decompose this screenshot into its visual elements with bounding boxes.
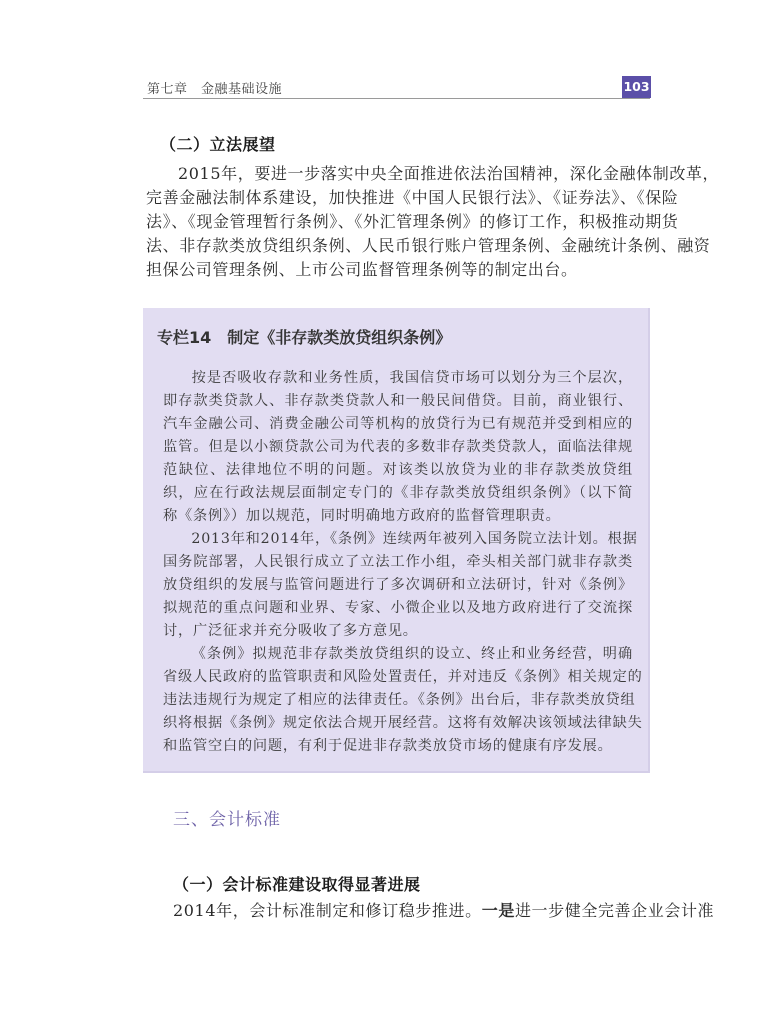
paragraph-line: 2015年，要进一步落实中央全面推进依法治国精神，深化金融体制改革， xyxy=(178,164,720,183)
sidebar-line: 汽车金融公司、消费金融公司等机构的放贷行为已有规范并受到相应的 xyxy=(163,416,633,432)
sidebar-line: 违法违规行为规定了相应的法律责任。《条例》出台后，非存款类放贷组 xyxy=(163,692,636,708)
sidebar-line: 放贷组织的发展与监管问题进行了多次调研和立法研讨，针对《条例》 xyxy=(163,577,633,593)
paragraph-line: 法》、《现金管理暂行条例》、《外汇管理条例》的修订工作，积极推动期货 xyxy=(146,212,679,231)
sidebar-line: 省级人民政府的监管职责和风险处置责任，并对违反《条例》相关规定的 xyxy=(163,669,643,685)
sidebar-line: 织，应在行政法规层面制定专门的《非存款类放贷组织条例》（以下简 xyxy=(163,485,633,501)
paragraph-line: 担保公司管理条例、上市公司监督管理条例等的制定出台。 xyxy=(146,260,578,279)
sidebar-line: 拟规范的重点问题和业界、专家、小微企业以及地方政府进行了交流探 xyxy=(163,600,633,616)
emphasis-first: 一是 xyxy=(481,901,515,920)
sidebar-line: 《条例》拟规范非存款类放贷组织的设立、终止和业务经营，明确 xyxy=(191,646,633,662)
paragraph-line: 2014年，会计标准制定和修订稳步推进。一是进一步健全完善企业会计准 xyxy=(173,901,715,920)
sidebar-paragraph-2 xyxy=(163,528,638,643)
subheading-accounting-progress: （一）会计标准建设取得显著进展 xyxy=(173,875,421,894)
sidebar-line: 2013年和2014年，《条例》连续两年被列入国务院立法计划。根据 xyxy=(191,531,638,547)
sidebar-box xyxy=(143,308,650,773)
paragraph-accounting xyxy=(173,899,715,923)
section-heading-accounting-standards: 三、会计标准 xyxy=(173,810,281,830)
sidebar-line: 监管。但是以小额贷款公司为代表的多数非存款类贷款人，面临法律规 xyxy=(163,439,633,455)
sidebar-line: 称《条例》）加以规范，同时明确地方政府的监督管理职责。 xyxy=(163,508,561,524)
sidebar-line: 织将根据《条例》规定依法合规开展经营。这将有效解决该领域法律缺失 xyxy=(163,715,643,731)
sidebar-title: 专栏14 制定《非存款类放贷组织条例》 xyxy=(157,328,452,347)
sidebar-paragraph-1 xyxy=(163,367,633,528)
sidebar-line: 范缺位、法律地位不明的问题。对该类以放贷为业的非存款类放贷组 xyxy=(163,462,633,478)
sidebar-line: 即存款类贷款人、非存款类贷款人和一般民间借贷。目前，商业银行、 xyxy=(163,393,633,409)
sidebar-line: 讨，广泛征求并充分吸收了多方意见。 xyxy=(163,623,418,639)
sidebar-line: 按是否吸收存款和业务性质，我国信贷市场可以划分为三个层次， xyxy=(191,370,633,386)
sidebar-line: 国务院部署，人民银行成立了立法工作小组，牵头相关部门就非存款类 xyxy=(163,554,633,570)
paragraph-legislation-outlook xyxy=(146,162,720,282)
paragraph-line: 法、非存款类放贷组织条例、人民币银行账户管理条例、金融统计条例、融资 xyxy=(146,236,711,255)
chapter-title: 第七章 金融基础设施 xyxy=(147,82,283,97)
sidebar-line: 和监管空白的问题，有利于促进非存款类放贷市场的健康有序发展。 xyxy=(163,738,613,754)
subheading-legislation-outlook: （二）立法展望 xyxy=(160,135,276,154)
sidebar-paragraph-3 xyxy=(163,643,643,758)
page-number-badge: 103 xyxy=(622,76,651,98)
paragraph-line: 完善金融法制体系建设，加快推进《中国人民银行法》、《证券法》、《保险 xyxy=(146,188,679,207)
running-header xyxy=(143,76,650,99)
